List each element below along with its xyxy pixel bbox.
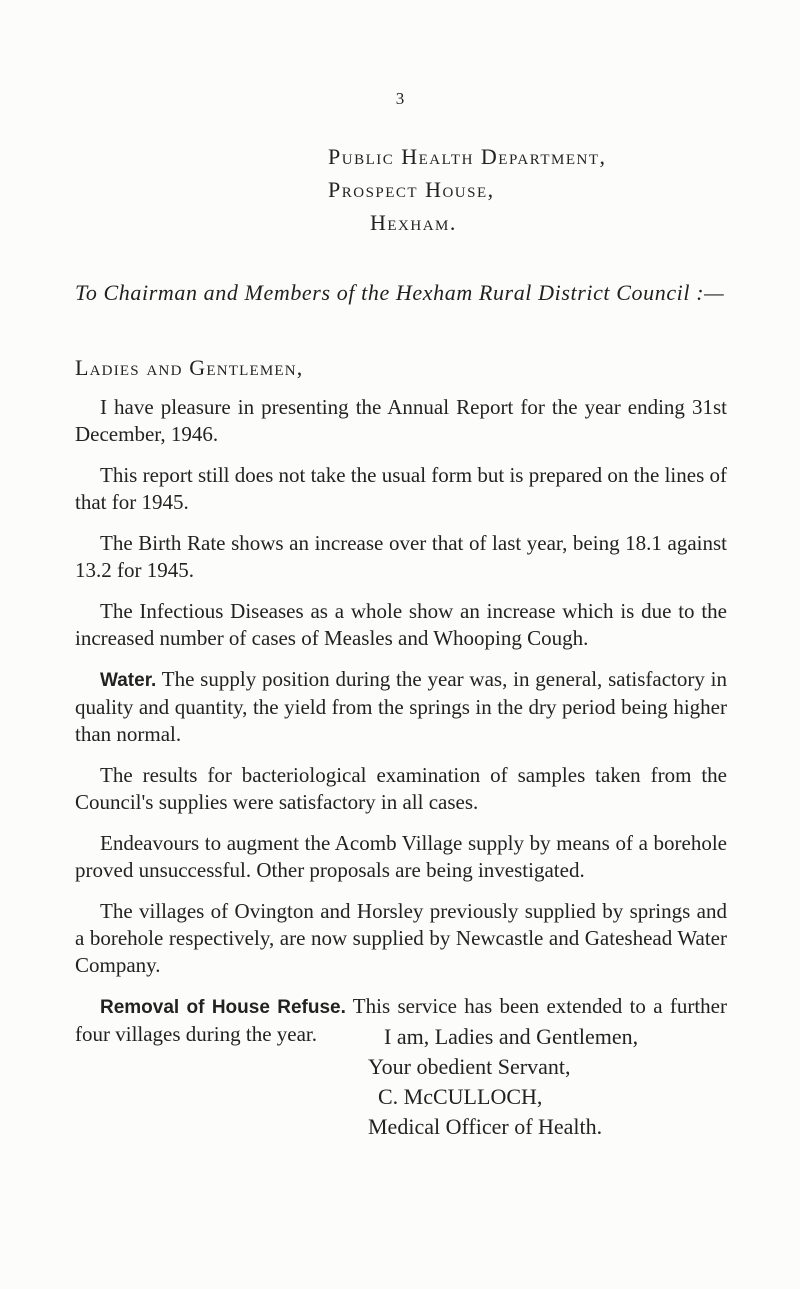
address-line-town: Hexham. [370, 210, 457, 235]
paragraph-infectious-diseases: The Infectious Diseases as a whole show an increase which is due to the increased number of cases of Measles and Whooping Cough. [75, 599, 727, 650]
closing-block [368, 1022, 638, 1142]
water-heading: Water. [100, 670, 157, 691]
page-number: 3 [395, 89, 405, 108]
signatory-name: C. McCULLOCH, [378, 1084, 543, 1109]
paragraph-ovington-horsley: The villages of Ovington and Horsley previously supplied by springs and a borehole respectively, are now supplied by Newcastle and Gateshead Water Company. [75, 899, 727, 977]
refuse-text: This service has been extended to a further four villages during the year. [75, 994, 727, 1046]
water-text: The supply position during the year was, in general, satisfactory in quality and quantity, the yield from the springs in the dry period being higher than normal. [75, 667, 727, 746]
paragraph-birth-rate: The Birth Rate shows an increase over that of last year, being 18.1 against 13.2 for 1945. [75, 531, 727, 582]
paragraph-bacteriological: The results for bacteriological examination of samples taken from the Council's supplies were satisfactory in all cases. [75, 763, 727, 814]
paragraph-report-form: This report still does not take the usual form but is prepared on the lines of that for 1945. [75, 463, 727, 514]
paragraph-annual-report: I have pleasure in presenting the Annual Report for the year ending 31st December, 1946. [75, 395, 727, 446]
address-line-house: Prospect House, [328, 177, 495, 202]
sender-address [328, 140, 607, 239]
paragraph-acomb-supply: Endeavours to augment the Acomb Village supply by means of a borehole proved unsuccessful. Other proposals are being investigated. [75, 831, 727, 882]
refuse-heading: Removal of House Refuse. [100, 997, 346, 1018]
signatory-title: Medical Officer of Health. [368, 1114, 603, 1139]
salutation: Ladies and Gentlemen, [75, 355, 304, 380]
addressee: To Chairman and Members of the Hexham Rural District Council :— [75, 280, 725, 305]
address-line-department: Public Health Department, [328, 144, 607, 169]
letter-body [75, 394, 727, 1062]
paragraph-water [75, 666, 727, 748]
closing-line-2: Your obedient Servant, [368, 1054, 571, 1079]
closing-line-1: I am, Ladies and Gentlemen, [384, 1024, 639, 1049]
